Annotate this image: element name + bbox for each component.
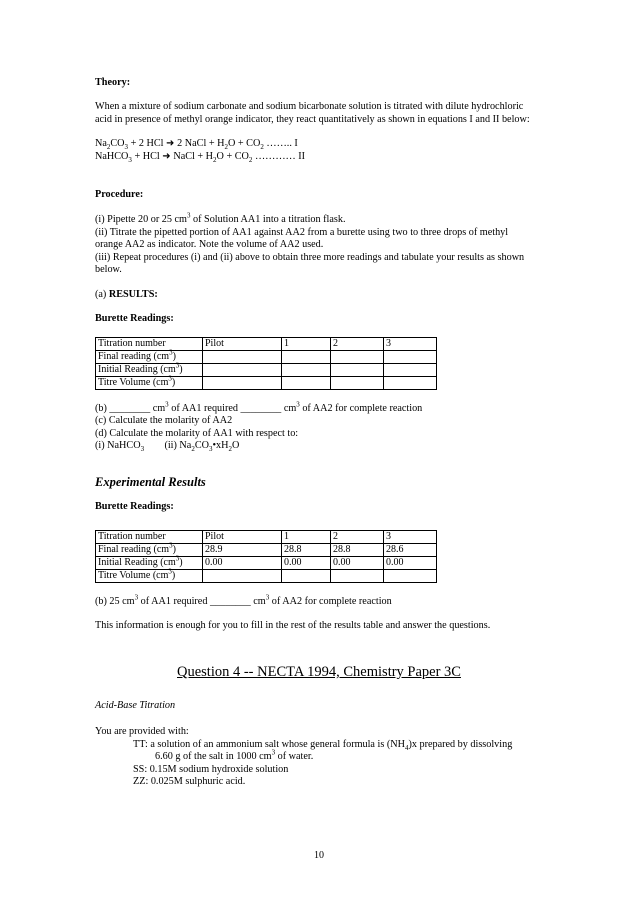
equation-2: NaHCO$_3$ + HCl ➜ NaCl + $H_2O + CO_2$ ………… II [95, 150, 306, 164]
table-cell: 28.6 [384, 544, 437, 557]
table-header-cell: 3 [384, 531, 437, 544]
procedure-step-3: (iii) Repeat procedures (i) and (ii) above to obtain three more readings and tabulate your results as shown below. [95, 251, 525, 276]
table-header-cell: 3 [384, 338, 437, 351]
table-row [96, 570, 437, 583]
table-header-cell: Pilot [203, 338, 282, 351]
table-cell: 0.00 [384, 557, 437, 570]
procedure-heading: Procedure: [95, 189, 144, 200]
row-label: Final reading $(cm^3)$ [96, 351, 203, 364]
theory-section [95, 77, 535, 163]
question-b: (b) ________ $cm^3$ of AA1 required ________ $cm^3$ of AA2 for complete reaction [95, 400, 423, 414]
table-header-cell: Titration number [96, 338, 203, 351]
table-row [96, 531, 437, 544]
procedure-section [95, 189, 535, 276]
table-cell: 28.8 [282, 544, 331, 557]
table-header-cell: 1 [282, 338, 331, 351]
question-4-section [95, 700, 535, 788]
table-cell: 0.00 [331, 557, 384, 570]
equation-1: $Na_2CO_3 + 2$ HCl ➜ 2 NaCl + $H_2O + CO_2$ …….. I [95, 138, 298, 152]
question-d: (d) Calculate the molarity of AA1 with respect to: [95, 427, 299, 439]
experimental-section [95, 475, 535, 513]
table-row [96, 544, 437, 557]
row-label: Initial Reading $(cm^3)$ [96, 557, 203, 570]
experimental-note: This information is enough for you to fill in the rest of the results table and answer the questions. [95, 620, 491, 632]
experimental-table [95, 530, 437, 583]
table-header-cell: Pilot [203, 531, 282, 544]
row-label: Initial Reading $(cm^3)$ [96, 364, 203, 377]
row-label: Titre Volume $(cm^3)$ [96, 377, 203, 390]
table-row [96, 338, 437, 351]
reagent-ss: SS: 0.15M sodium hydroxide solution [133, 763, 289, 775]
provided-intro: You are provided with: [95, 726, 189, 738]
experimental-burette-heading: Burette Readings: [95, 501, 174, 512]
results-heading: (a) RESULTS: [95, 289, 158, 300]
question-d-parts: (i) NaHCO$_3$ (ii) $Na_2CO_3•xH_2O$ [95, 440, 240, 454]
results-section [95, 289, 535, 326]
table-row [96, 377, 437, 390]
results-questions [95, 400, 535, 454]
table-cell: 28.8 [331, 544, 384, 557]
reagent-tt: TT: a solution of an ammonium salt whose general formula is $(NH_4)x$ prepared by dissolving [133, 738, 513, 752]
table-cell: 0.00 [203, 557, 282, 570]
table-header-cell: 1 [282, 531, 331, 544]
table-header-cell: 2 [331, 338, 384, 351]
table-row [96, 364, 437, 377]
experimental-questions [95, 593, 535, 633]
table-row [96, 557, 437, 570]
results-table [95, 337, 437, 390]
table-row [96, 351, 437, 364]
question-4-subtitle: Acid-Base Titration [95, 700, 176, 711]
row-label: Titre Volume $(cm^3)$ [96, 570, 203, 583]
table-header-cell: 2 [331, 531, 384, 544]
question-4-title: Question 4 -- NECTA 1994, Chemistry Paper 3C [177, 664, 461, 680]
theory-intro: When a mixture of sodium carbonate and sodium bicarbonate solution is titrated with dilute hydrochloric acid in presence of methyl orange indicator, they react quantitatively as shown in equations I and II below: [95, 101, 530, 125]
experimental-heading: Experimental Results [95, 475, 206, 489]
reagent-tt-cont: 6.60 g of the salt in 1000 $cm^3$ of water. [155, 748, 314, 763]
results-burette-heading: Burette Readings: [95, 313, 174, 325]
row-label: Final reading $(cm^3)$ [96, 544, 203, 557]
reagent-zz: ZZ: 0.025M sulphuric acid. [133, 776, 246, 788]
table-cell: 28.9 [203, 544, 282, 557]
procedure-step-1: (i) Pipette 20 or 25 $cm^3$ of Solution AA1 into a titration flask. [95, 212, 346, 226]
procedure-step-2: (ii) Titrate the pipetted portion of AA1 against AA2 from a burette using two to three drops of methyl orange AA2 as indicator. Note the volume of AA2 used. [95, 226, 509, 251]
table-header-cell: Titration number [96, 531, 203, 544]
page-number: 10 [314, 850, 324, 861]
question-c: (c) Calculate the molarity of AA2 [95, 415, 233, 427]
table-cell: 0.00 [282, 557, 331, 570]
theory-heading: Theory: [95, 77, 131, 88]
experimental-question-b: (b) 25 $cm^3$ of AA1 required ________ $cm^3$ of AA2 for complete reaction [95, 593, 392, 607]
